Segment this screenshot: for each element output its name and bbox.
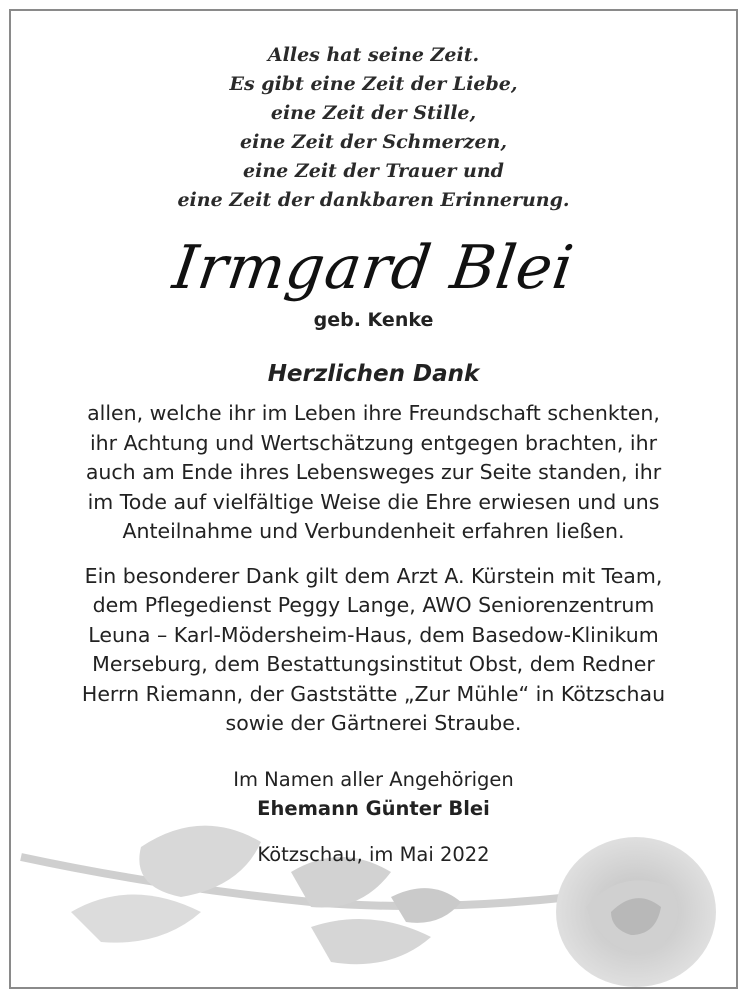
verse — [11, 41, 736, 215]
paragraph-line: allen, welche ihr im Leben ihre Freundschaft schenkten, — [87, 401, 660, 425]
verse-line: eine Zeit der Trauer und — [243, 160, 504, 182]
deceased-name: Irmgard Blei — [168, 233, 579, 303]
verse-line: eine Zeit der Stille, — [270, 102, 477, 124]
signature-intro: Im Namen aller Angehörigen — [233, 767, 514, 791]
paragraph-line: sowie der Gärtnerei Straube. — [225, 711, 522, 735]
obituary-frame — [9, 9, 738, 989]
paragraph-line: ihr Achtung und Wertschätzung entgegen brachten, ihr — [89, 430, 658, 455]
paragraph-line: auch am Ende ihres Lebensweges zur Seite standen, ihr — [85, 460, 662, 484]
verse-line: Alles hat seine Zeit. — [267, 44, 480, 66]
special-thanks-paragraph — [11, 562, 736, 739]
signature — [11, 765, 736, 823]
paragraph-line: Anteilnahme und Verbundenheit erfahren ließen. — [122, 519, 625, 543]
paragraph-line: Leuna – Karl-Mödersheim-Haus, dem Basedow-Klinikum — [88, 622, 659, 647]
paragraph-line: im Tode auf vielfältige Weise die Ehre erwiesen und uns — [87, 489, 660, 514]
paragraph-line: dem Pflegedienst Peggy Lange, AWO Seniorenzentrum — [92, 593, 655, 617]
verse-line: eine Zeit der Schmerzen, — [239, 131, 507, 153]
paragraph-line: Merseburg, dem Bestattungsinstitut Obst, dem Redner — [92, 652, 655, 676]
place-date: Kötzschau, im Mai 2022 — [257, 842, 490, 866]
paragraph-line: Herrn Riemann, der Gaststätte „Zur Mühle“ in Kötzschau — [81, 681, 666, 706]
maiden-name: geb. Kenke — [313, 309, 434, 331]
thanks-heading: Herzlichen Dank — [267, 361, 480, 387]
signature-name: Ehemann Günter Blei — [257, 796, 490, 820]
thanks-paragraph — [11, 399, 736, 547]
verse-line: eine Zeit der dankbaren Erinnerung. — [177, 189, 570, 211]
paragraph-line: Ein besonderer Dank gilt dem Arzt A. Kürstein mit Team, — [84, 563, 663, 588]
verse-line: Es gibt eine Zeit der Liebe, — [229, 73, 518, 95]
